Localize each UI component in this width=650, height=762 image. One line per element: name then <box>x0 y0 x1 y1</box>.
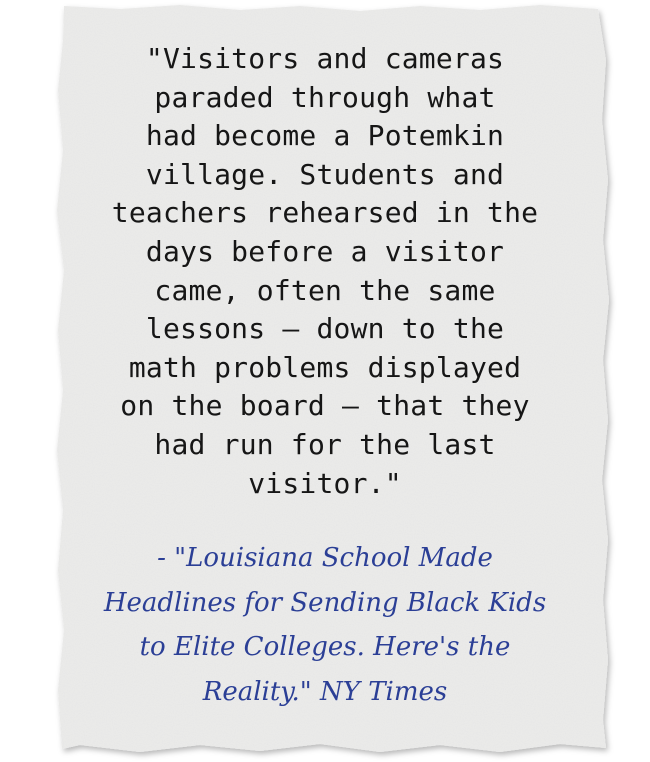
quote-line: had become a Potemkin <box>145 119 505 153</box>
quote-line: "Visitors and cameras <box>145 42 505 75</box>
quote-line: village. Students and <box>145 157 505 191</box>
quote-line: came, often the same <box>154 273 496 307</box>
quote-line: visitor." <box>248 466 402 500</box>
quote-line: math problems displayed <box>128 350 522 384</box>
quote-attribution <box>80 536 570 714</box>
quote-line: days before a visitor <box>145 234 505 268</box>
quote-line: lessons — down to the <box>145 312 505 346</box>
attribution-line: to Elite Colleges. Here's the <box>139 632 511 662</box>
quote-line: teachers rehearsed in the <box>111 196 539 230</box>
quote-line: on the board — that they <box>120 389 530 423</box>
quote-line: paraded through what <box>154 80 496 114</box>
attribution-line: Reality." NY Times <box>202 676 448 707</box>
attribution-line: Headlines for Sending Black Kids <box>103 587 547 618</box>
quote-line: had run for the last <box>154 427 496 461</box>
attribution-line: - "Louisiana School Made <box>157 543 493 573</box>
quote-text <box>80 40 570 503</box>
